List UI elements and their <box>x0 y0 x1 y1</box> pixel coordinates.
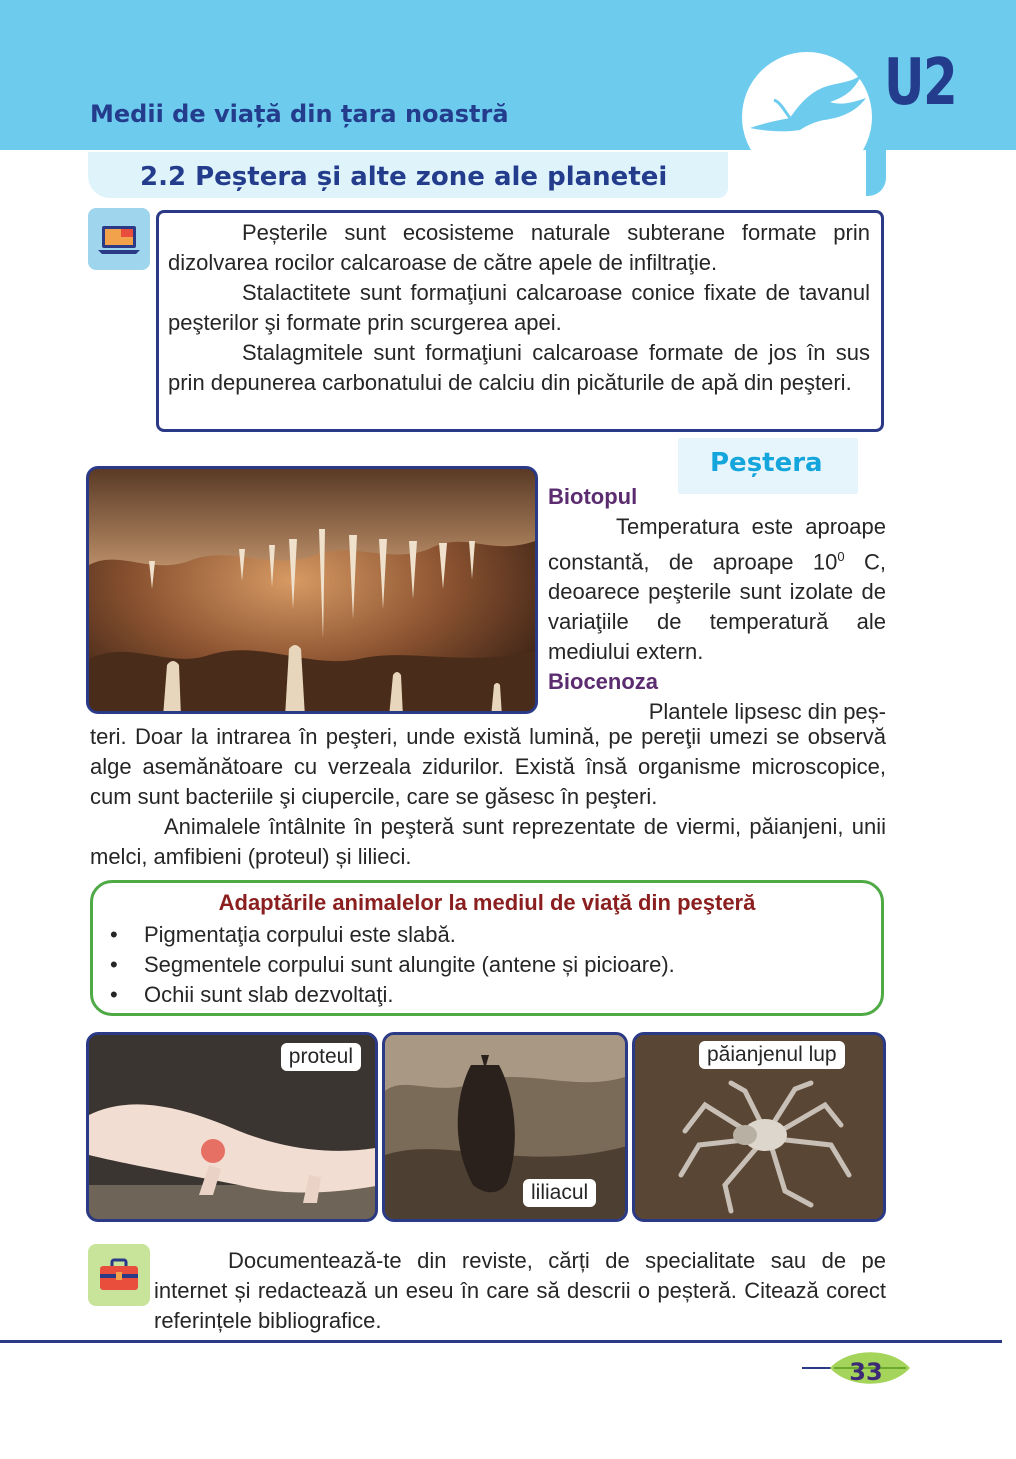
proteus-label: proteul <box>281 1043 361 1071</box>
briefcase-icon <box>88 1244 150 1306</box>
bat-label: liliacul <box>523 1179 596 1207</box>
biocenoza-body <box>90 722 886 872</box>
cave-photo <box>86 466 538 714</box>
list-item: • Segmentele corpului sunt alungite (antene și picioare). <box>110 950 675 980</box>
task-paragraph: Documentează-te din reviste, cărți de specialitate sau de pe internet și redactează un eseu în care să descrii o peșteră. Citează corect referințele bibliografice. <box>154 1248 886 1333</box>
pestera-label: Peștera <box>710 448 823 478</box>
footer-line <box>0 1340 1002 1343</box>
degree-superscript: 0 <box>837 549 845 564</box>
task-text <box>154 1246 886 1336</box>
definitions-text <box>168 218 870 398</box>
definition-pestera: Peșterile sunt ecosisteme naturale subterane formate prin dizolvarea rocilor calcaroase de către apele de infiltraţie. <box>168 220 870 275</box>
adaptations-title: Adaptările animalelor la mediul de viaţă din peşteră <box>218 890 756 915</box>
biocenoza-intro: Plantele lipsesc din peș- <box>648 699 886 725</box>
definition-stalagmite: Stalagmitele sunt formaţiuni calcaroase formate de jos în sus prin depunerea carbonatului de calciu din picăturile de apă din peşteri. <box>168 340 870 395</box>
laptop-icon <box>88 208 150 270</box>
heron-icon <box>750 66 868 162</box>
biotop-heading: Biotopul <box>548 484 638 509</box>
biocenoza-heading: Biocenoza <box>548 669 659 695</box>
page-number: 33 <box>849 1358 883 1386</box>
list-item: • Ochii sunt slab dezvoltaţi. <box>110 980 675 1010</box>
bat-photo <box>382 1032 628 1222</box>
biotop-text: Temperatura este aproape constantă, de aproape $10^0$ C, deoarece peşterile sunt izolate de variaţiile de temperatură ale mediului extern. <box>548 514 886 665</box>
animals-paragraph: Animalele întâlnite în peşteră sunt reprezentate de viermi, păianjeni, unii melci, amfibieni (proteul) și lilieci. <box>90 814 886 869</box>
definition-stalactite: Stalactitete sunt formaţiuni calcaroase conice fixate de tavanul peşterilor şi formate prin scurgerea apei. <box>168 280 870 335</box>
list-item: • Pigmentaţia corpului este slabă. <box>110 920 675 950</box>
chapter-title: Medii de viață din țara noastră <box>90 100 509 128</box>
biotop-column <box>548 482 886 727</box>
adaptations-list <box>110 920 675 1010</box>
spider-label: păianjenul lup <box>699 1041 845 1069</box>
biocenoza-continuation: teri. Doar la intrarea în peşteri, unde există lumină, pe pereţii umezi se observă alge asemănătoare cu verzeala zidurilor. Există însă organisme microscopice, cum sunt bacteriile şi ciupercile, care se găsesc în peşteri. <box>90 724 886 809</box>
unit-code: U2 <box>884 46 957 120</box>
proteus-photo <box>86 1032 378 1222</box>
spider-photo <box>632 1032 886 1222</box>
section-title: 2.2 Peștera și alte zone ale planetei <box>140 162 668 192</box>
